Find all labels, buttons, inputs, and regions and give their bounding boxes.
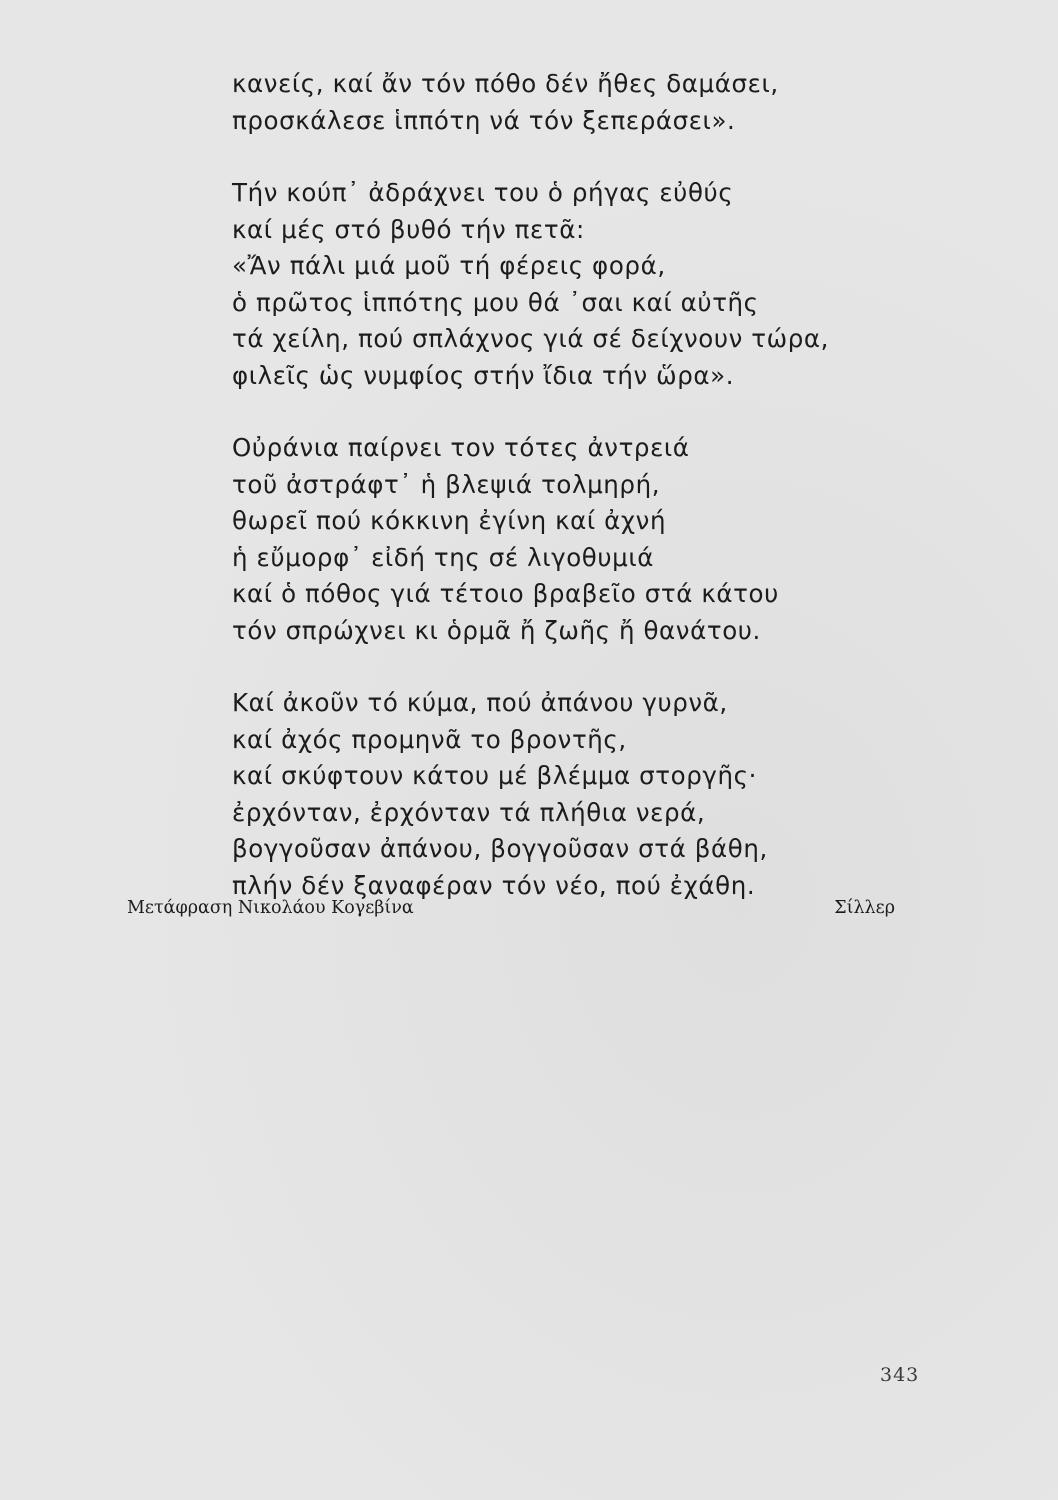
page-number: 343 xyxy=(880,1364,920,1386)
poem-line: βογγοῦσαν ἀπάνου, βογγοῦσαν στά βάθη, xyxy=(232,834,768,863)
stanza xyxy=(232,175,992,394)
author-name: Σίλλερ xyxy=(834,898,895,918)
poem-line: ἐρχόνταν, ἐρχόνταν τά πλήθια νερά, xyxy=(232,797,706,827)
poem-line: τά χείλη, πού σπλάχνος γιά σέ δείχνουν τώρα, xyxy=(232,324,830,353)
poem-line: τοῦ ἀστράφτ᾽ ἡ βλεψιά τολμηρή, xyxy=(232,469,661,499)
poem-line: Τήν κούπ᾽ ἀδράχνει του ὁ ρήγας εὐθύς xyxy=(232,178,734,207)
poem-line: Καί ἀκοῦν τό κύμα, πού ἀπάνου γυρνᾶ, xyxy=(232,688,728,717)
stanza xyxy=(232,430,992,649)
poem-line: φιλεῖς ὡς νυμφίος στήν ἴδια τήν ὥρα». xyxy=(232,360,735,390)
poem-line: πλήν δέν ξαναφέραν τόν νέο, πού ἐχάθη. xyxy=(232,870,756,900)
poem-line: καί σκύφτουν κάτου μέ βλέμμα στοργῆς· xyxy=(232,761,757,790)
poem-line: Οὐράνια παίρνει τον τότες ἀντρειά xyxy=(232,433,690,462)
stanza xyxy=(232,66,992,139)
poem-line: καί ἀχός προμηνᾶ το βροντῆς, xyxy=(232,724,627,754)
poem-line: προσκάλεσε ἱππότη νά τόν ξεπεράσει». xyxy=(232,105,736,135)
poem-line: ὁ πρῶτος ἱππότης μου θά ᾽σαι καί αὐτῆς xyxy=(232,287,759,317)
poem-body xyxy=(232,66,992,940)
stanza xyxy=(232,685,992,904)
poem-line: θωρεῖ πού κόκκινη ἐγίνη καί ἀχνή xyxy=(232,506,667,535)
poem-line: καί μές στό βυθό τήν πετᾶ: xyxy=(232,214,585,244)
poem-line: τόν σπρώχνει κι ὁρμᾶ ἤ ζωῆς ἤ θανάτου. xyxy=(232,615,761,645)
poem-line: καί ὁ πόθος γιά τέτοιο βραβεῖο στά κάτου xyxy=(232,579,779,608)
poem-line: κανείς, καί ἄν τόν πόθο δέν ἤθες δαμάσει, xyxy=(232,69,779,98)
poem-line: «Ἄν πάλι μιά μοῦ τή φέρεις φορά, xyxy=(232,251,666,280)
translator-credit: Μετάφραση Νικολάου Κογεβίνα xyxy=(127,898,414,918)
poem-line: ἡ εὔμορφ᾽ εἰδή της σέ λιγοθυμιά xyxy=(232,542,654,572)
